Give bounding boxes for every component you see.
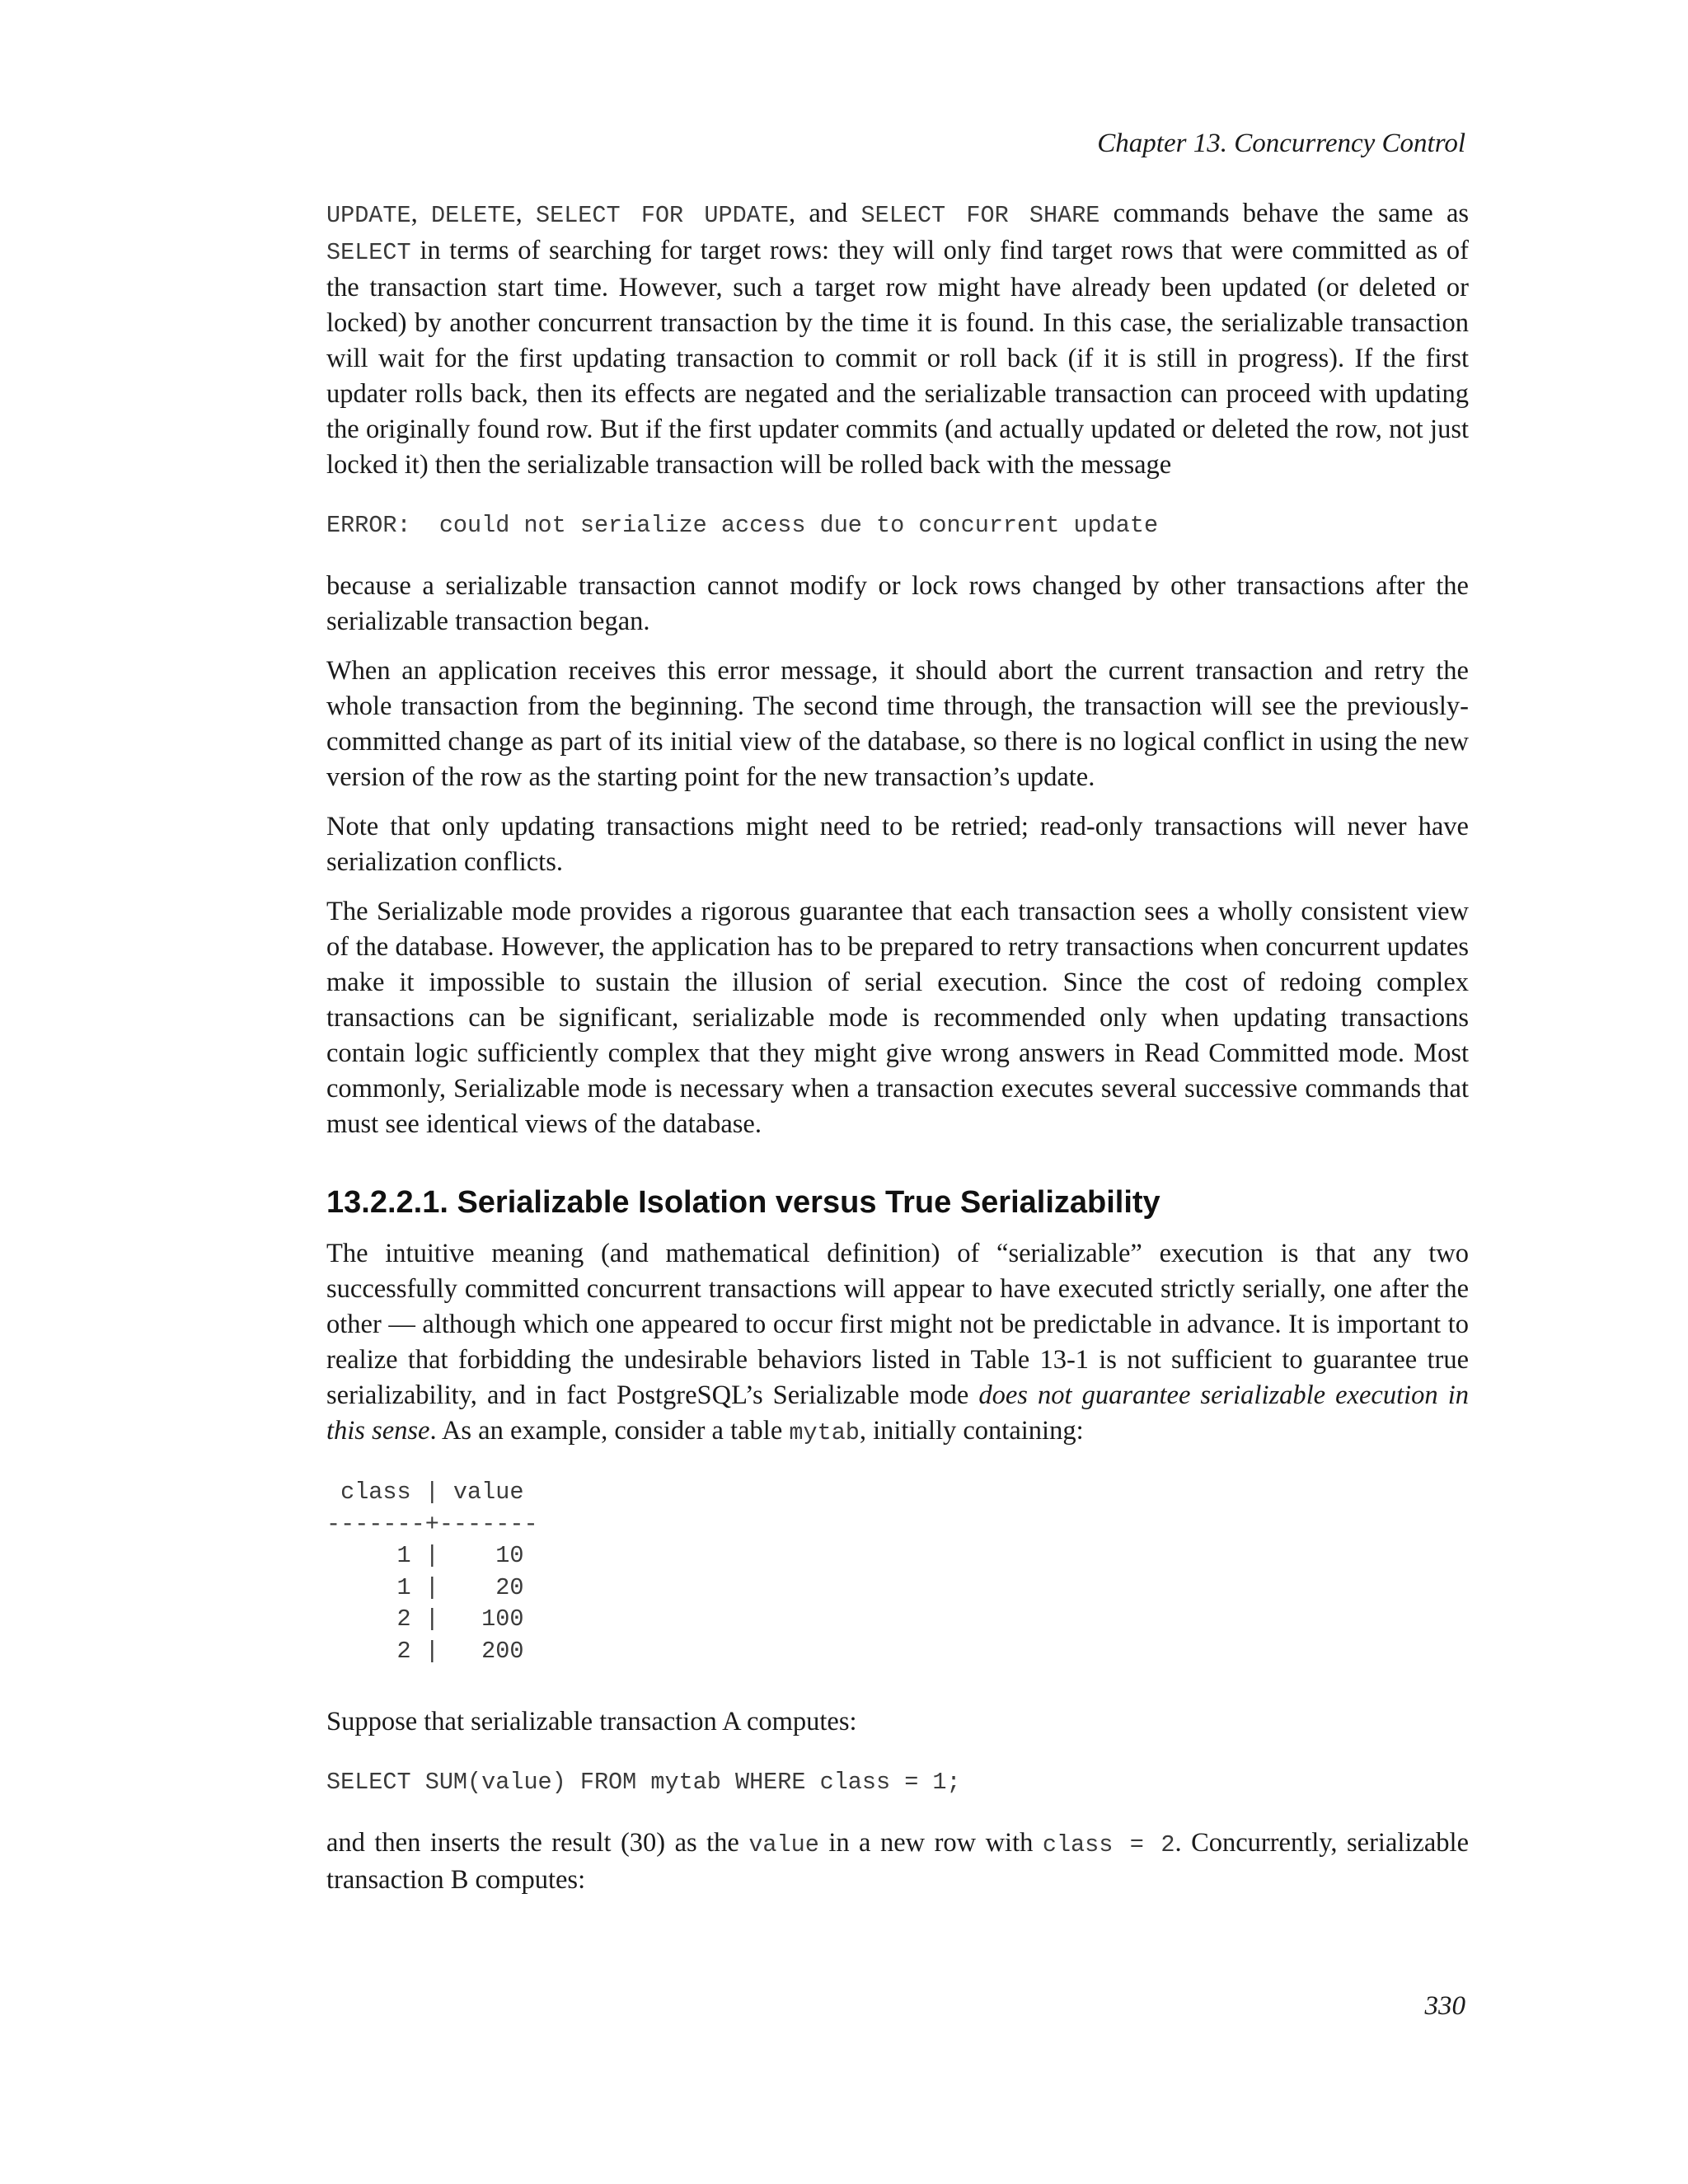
text-fragment: . Concurrently, serializable transaction B computes:: [326, 1827, 1469, 1895]
code-select-for-update: SELECT FOR UPDATE: [536, 202, 789, 229]
text-fragment: , and: [788, 199, 861, 228]
code-class-equals-2: class = 2: [1042, 1830, 1175, 1858]
text-fragment: , initially containing:: [859, 1416, 1084, 1446]
code-update: UPDATE: [326, 202, 411, 229]
mytab-table-listing: class | value -------+------- 1 | 10 1 | 20 2 | 100 2 | 200: [326, 1479, 538, 1665]
text-fragment: in terms of searching for target rows: they will only find target rows that were committed as of the transaction start time. However, such a target row might have already been updated (or deleted or locked) by another concurrent transaction by the time it is found. In this case, the serializable transaction will wait for the first updating transaction to commit or roll back (if it is still in progress). If the first updater rolls back, then its effects are negated and the serializable transaction can proceed with updating the originally found row. But if the first updater commits (and actually updated or deleted the row, not just locked it) then the serializable transaction will be rolled back with the message: [326, 236, 1469, 480]
code-mytab: mytab: [789, 1419, 860, 1446]
paragraph-update-delete-behavior: [326, 196, 1469, 483]
error-message-listing: ERROR: could not serialize access due to concurrent update: [326, 512, 1159, 539]
paragraph-retry-advice: When an application receives this error message, it should abort the current transaction and retry the whole transaction from the beginning. The second time through, the transaction will see the previously-committed change as part of its initial view of the database, so there is no logical conflict in using the new version of the row as the starting point for the new transaction’s update.: [326, 656, 1469, 792]
text-fragment: commands behave the same as: [1100, 199, 1470, 228]
running-header: Chapter 13. Concurrency Control: [1097, 129, 1465, 158]
text-fragment: ,: [515, 199, 536, 228]
code-select: SELECT: [326, 239, 411, 266]
emphasis-text: does not guarantee serializable execution in this sense: [326, 1380, 1469, 1446]
page-number: 330: [1424, 1991, 1465, 2021]
body-column: [326, 196, 1469, 1912]
text-fragment: in a new row with: [818, 1827, 1043, 1858]
code-delete: DELETE: [431, 202, 516, 229]
paragraph-read-only-note: Note that only updating transactions might need to be retried; read-only transactions will never have serialization conflicts.: [326, 812, 1469, 877]
paragraph-serializable-mode: The Serializable mode provides a rigorous guarantee that each transaction sees a wholly consistent view of the database. However, the application has to be prepared to retry transactions when concurrent updates make it impossible to sustain the illusion of serial execution. Since the cost of redoing complex transactions can be significant, serializable mode is recommended only when updating transactions contain logic sufficiently complex that they might give wrong answers in Read Committed mode. Most commonly, Serializable mode is necessary when a transaction executes several successive commands that must see identical views of the database.: [326, 897, 1469, 1139]
sql-query-listing: SELECT SUM(value) FROM mytab WHERE class = 1;: [326, 1768, 961, 1796]
text-fragment: ,: [410, 199, 431, 228]
paragraph-cannot-modify: because a serializable transaction cannot modify or lock rows changed by other transactions after the serializable transaction began.: [326, 571, 1469, 636]
text-fragment: . As an example, consider a table: [429, 1416, 790, 1446]
code-select-for-share: SELECT FOR SHARE: [860, 202, 1100, 229]
text-fragment: and then inserts the result (30) as the: [326, 1827, 749, 1858]
section-heading: 13.2.2.1. Serializable Isolation versus True Serializability: [326, 1185, 1160, 1220]
paragraph-transaction-a: Suppose that serializable transaction A computes:: [326, 1706, 857, 1736]
text-fragment: The intuitive meaning (and mathematical definition) of “serializable” execution is that any two successfully committed concurrent transactions will appear to have executed strictly serially, one after the other — although which one appeared to occur first might not be predictable in advance. It is important to realize that forbidding the undesirable behaviors listed in Table 13-1 is not sufficient to guarantee true serializability, and in fact PostgreSQL’s Serializable mode: [326, 1239, 1469, 1410]
code-value: value: [748, 1830, 819, 1858]
paragraph-serializable-meaning: [326, 1236, 1469, 1451]
paragraph-transaction-b: [326, 1825, 1469, 1898]
